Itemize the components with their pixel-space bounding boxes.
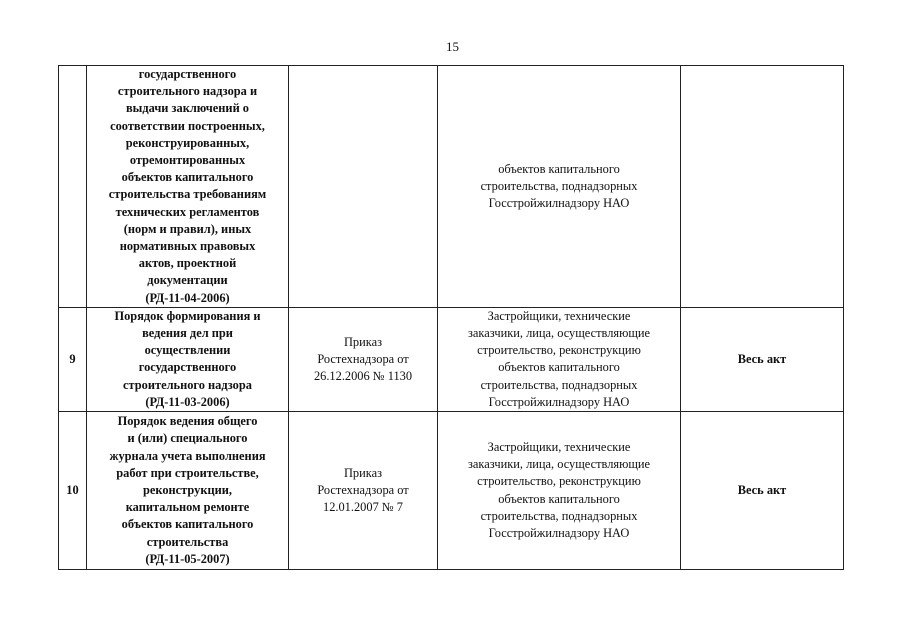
- cell-text-line: объектов капитального: [498, 161, 620, 176]
- scope-cell: [681, 66, 844, 308]
- cell-text-line: заказчики, лица, осуществляющие: [467, 457, 651, 472]
- cell-text-line: выдачи заключений о: [125, 101, 250, 116]
- subjects-cell: [438, 412, 681, 570]
- approving-act-cell: [289, 412, 438, 570]
- cell-text-line: ведения дел при: [142, 326, 233, 341]
- cell-text-line: объектов капитального: [498, 491, 620, 506]
- cell-text-line: Ростехнадзора от: [317, 482, 409, 497]
- cell-text-line: Застройщики, технические: [487, 308, 631, 323]
- cell-text-line: (РД-11-05-2007): [145, 551, 230, 566]
- cell-text-line: документации: [147, 273, 228, 288]
- cell-text-line: строительства требованиям: [108, 187, 267, 202]
- cell-text-line: государственного: [138, 67, 237, 81]
- cell-text-line: технических регламентов: [115, 204, 260, 219]
- cell-text-line: строительство, реконструкцию: [477, 343, 641, 358]
- document-title-cell: [87, 307, 289, 411]
- row-number-cell: 9: [59, 307, 87, 411]
- cell-text-line: Приказ: [343, 334, 382, 349]
- cell-text-line: осуществлении: [144, 343, 231, 358]
- cell-text-line: Приказ: [343, 465, 382, 480]
- regulatory-acts-table: [58, 65, 844, 570]
- document-title-cell: [87, 66, 289, 308]
- cell-text-line: Госстройжилнадзору НАО: [488, 196, 630, 211]
- cell-text-line: 12.01.2007 № 7: [323, 500, 403, 515]
- cell-text-line: строительства, поднадзорных: [480, 377, 638, 392]
- page-number: 15: [446, 39, 459, 54]
- cell-text-line: реконструированных,: [125, 135, 250, 150]
- cell-text-line: (норм и правил), иных: [123, 221, 252, 236]
- cell-text-line: Госстройжилнадзору НАО: [488, 525, 630, 540]
- table-row: [59, 307, 844, 411]
- cell-text-line: журнала учета выполнения: [109, 448, 266, 463]
- table-body: [59, 66, 844, 570]
- cell-text-line: Госстройжилнадзору НАО: [488, 394, 630, 409]
- subjects-cell: [438, 307, 681, 411]
- cell-text-line: Ростехнадзора от: [317, 351, 409, 366]
- scope-cell: Весь акт: [681, 307, 844, 411]
- cell-text-line: строительного надзора и: [117, 84, 258, 99]
- cell-text-line: реконструкции,: [142, 482, 232, 497]
- approving-act-cell: [289, 66, 438, 308]
- cell-text-line: (РД-11-03-2006): [145, 394, 230, 409]
- cell-text-line: объектов капитального: [121, 170, 254, 185]
- cell-text-line: строительства, поднадзорных: [480, 508, 638, 523]
- cell-text-line: 26.12.2006 № 1130: [313, 369, 413, 384]
- cell-text-line: объектов капитального: [498, 360, 620, 375]
- cell-text-line: капитальном ремонте: [125, 500, 250, 515]
- cell-text-line: заказчики, лица, осуществляющие: [467, 326, 651, 341]
- cell-text-line: строительство, реконструкцию: [477, 474, 641, 489]
- row-number-cell: [59, 66, 87, 308]
- cell-text-line: Застройщики, технические: [487, 439, 631, 454]
- table-row: [59, 412, 844, 570]
- approving-act-cell: [289, 307, 438, 411]
- cell-text-line: отремонтированных: [129, 153, 246, 168]
- cell-text-line: Порядок формирования и: [114, 308, 261, 323]
- cell-text-line: (РД-11-04-2006): [145, 290, 230, 305]
- cell-text-line: строительного надзора: [123, 377, 252, 392]
- scope-cell: Весь акт: [681, 412, 844, 570]
- cell-text-line: нормативных правовых: [119, 239, 256, 254]
- cell-text-line: объектов капитального: [121, 517, 254, 532]
- cell-text-line: строительства: [146, 534, 229, 549]
- cell-text-line: государственного: [138, 360, 237, 375]
- table-row: [59, 66, 844, 308]
- subjects-cell: [438, 66, 681, 308]
- cell-text-line: и (или) специального: [127, 431, 248, 446]
- cell-text-line: работ при строительстве,: [116, 465, 259, 480]
- cell-text-line: строительства, поднадзорных: [480, 178, 638, 193]
- cell-text-line: соответствии построенных,: [110, 118, 265, 133]
- document-title-cell: [87, 412, 289, 570]
- cell-text-line: актов, проектной: [138, 256, 237, 271]
- row-number-cell: 10: [59, 412, 87, 570]
- cell-text-line: Порядок ведения общего: [117, 414, 258, 429]
